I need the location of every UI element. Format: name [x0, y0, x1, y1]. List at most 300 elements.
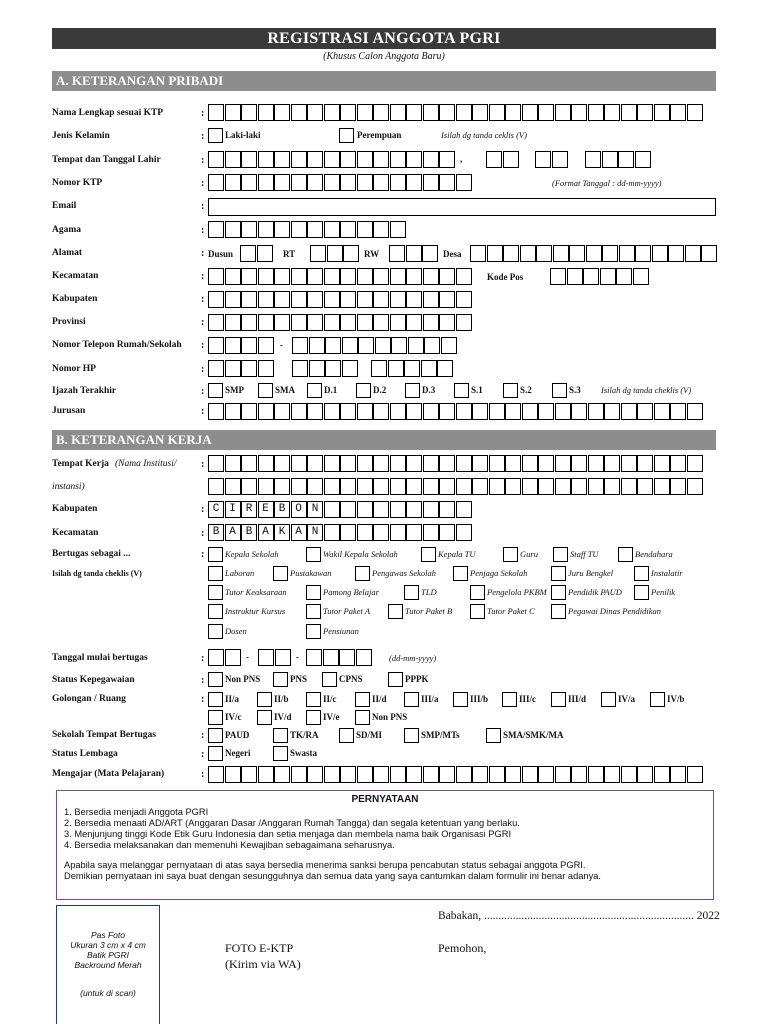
email-input[interactable] [208, 198, 716, 216]
tempat-kerja-boxes-1[interactable] [208, 455, 703, 472]
char-box[interactable] [439, 174, 455, 191]
golongan-checkbox[interactable] [601, 692, 616, 707]
char-box[interactable] [489, 104, 505, 121]
char-box[interactable] [472, 455, 488, 472]
char-box[interactable] [487, 245, 503, 262]
char-box[interactable] [208, 478, 224, 495]
char-box[interactable] [225, 360, 241, 377]
char-box[interactable] [423, 766, 439, 783]
char-box[interactable] [406, 455, 422, 472]
ijazah-checkbox[interactable] [552, 383, 567, 398]
char-box[interactable] [258, 360, 274, 377]
char-box[interactable] [241, 221, 257, 238]
char-box[interactable] [670, 403, 686, 420]
char-box[interactable] [687, 766, 703, 783]
char-box[interactable] [373, 151, 389, 168]
char-box[interactable] [489, 766, 505, 783]
char-box[interactable] [406, 291, 422, 308]
char-box[interactable] [637, 104, 653, 121]
role-checkbox[interactable] [404, 585, 419, 600]
char-box[interactable] [324, 766, 340, 783]
char-box[interactable] [441, 337, 457, 354]
char-box[interactable] [324, 314, 340, 331]
char-box[interactable] [208, 104, 224, 121]
gender-female-checkbox[interactable] [339, 128, 354, 143]
char-box[interactable] [654, 455, 670, 472]
role-checkbox[interactable] [470, 585, 485, 600]
gender-male-checkbox[interactable] [208, 128, 223, 143]
char-box[interactable] [324, 501, 340, 518]
ijazah-checkbox[interactable] [503, 383, 518, 398]
char-box[interactable] [588, 766, 604, 783]
char-box[interactable] [324, 455, 340, 472]
char-box[interactable] [208, 766, 224, 783]
char-box[interactable] [258, 291, 274, 308]
birth-day-boxes[interactable] [486, 151, 519, 168]
char-box[interactable] [571, 766, 587, 783]
char-box[interactable] [292, 337, 308, 354]
jurusan-boxes[interactable] [208, 403, 703, 420]
char-box[interactable] [292, 360, 308, 377]
char-box[interactable] [569, 245, 585, 262]
kodepos-boxes[interactable] [550, 268, 649, 285]
char-box[interactable] [552, 151, 568, 168]
char-box[interactable] [340, 455, 356, 472]
char-box[interactable] [342, 337, 358, 354]
rw-boxes[interactable] [389, 245, 439, 262]
sekolah-checkbox[interactable] [339, 728, 354, 743]
char-box[interactable] [390, 174, 406, 191]
char-box[interactable] [324, 151, 340, 168]
start-day-boxes[interactable] [208, 649, 241, 666]
char-box[interactable] [390, 151, 406, 168]
char-box[interactable] [406, 478, 422, 495]
char-box[interactable] [423, 291, 439, 308]
birth-month-boxes[interactable] [535, 151, 568, 168]
char-box[interactable] [307, 403, 323, 420]
char-box[interactable] [456, 403, 472, 420]
char-box[interactable] [357, 174, 373, 191]
char-box[interactable] [324, 403, 340, 420]
char-box[interactable] [390, 501, 406, 518]
char-box[interactable] [489, 403, 505, 420]
char-box[interactable] [225, 478, 241, 495]
char-box[interactable] [600, 268, 616, 285]
char-box[interactable] [423, 151, 439, 168]
char-box[interactable] [357, 221, 373, 238]
char-box[interactable] [538, 403, 554, 420]
char-box[interactable] [604, 403, 620, 420]
start-year-boxes[interactable] [306, 649, 372, 666]
char-box[interactable] [258, 268, 274, 285]
role-checkbox[interactable] [208, 566, 223, 581]
char-box[interactable] [258, 337, 274, 354]
char-box[interactable] [633, 268, 649, 285]
status-checkbox[interactable] [273, 672, 288, 687]
char-box[interactable]: I [225, 501, 241, 518]
char-box[interactable] [652, 245, 668, 262]
char-box[interactable] [208, 337, 224, 354]
role-checkbox[interactable] [388, 604, 403, 619]
sekolah-checkbox[interactable] [486, 728, 501, 743]
golongan-checkbox[interactable] [404, 692, 419, 707]
char-box[interactable] [343, 245, 359, 262]
char-box[interactable] [439, 478, 455, 495]
char-box[interactable] [424, 337, 440, 354]
char-box[interactable] [373, 221, 389, 238]
char-box[interactable] [357, 268, 373, 285]
char-box[interactable] [274, 403, 290, 420]
char-box[interactable] [390, 291, 406, 308]
char-box[interactable] [654, 403, 670, 420]
char-box[interactable] [373, 766, 389, 783]
char-box[interactable] [208, 268, 224, 285]
char-box[interactable] [340, 501, 356, 518]
char-box[interactable] [208, 221, 224, 238]
char-box[interactable] [637, 766, 653, 783]
char-box[interactable] [586, 245, 602, 262]
char-box[interactable] [538, 478, 554, 495]
char-box[interactable] [373, 524, 389, 541]
char-box[interactable] [208, 649, 224, 666]
char-box[interactable] [618, 151, 634, 168]
role-checkbox[interactable] [306, 604, 321, 619]
char-box[interactable] [456, 314, 472, 331]
ijazah-checkbox[interactable] [356, 383, 371, 398]
char-box[interactable] [291, 478, 307, 495]
golongan-checkbox[interactable] [355, 692, 370, 707]
role-checkbox[interactable] [453, 566, 468, 581]
hp-mid-boxes[interactable] [292, 360, 358, 377]
telp-number-boxes[interactable] [292, 337, 457, 354]
char-box[interactable] [588, 403, 604, 420]
char-box[interactable] [323, 649, 339, 666]
char-box[interactable] [291, 174, 307, 191]
char-box[interactable]: N [307, 501, 323, 518]
char-box[interactable] [588, 478, 604, 495]
char-box[interactable] [406, 268, 422, 285]
char-box[interactable] [258, 151, 274, 168]
status-checkbox[interactable] [322, 672, 337, 687]
char-box[interactable] [390, 524, 406, 541]
char-box[interactable] [389, 245, 405, 262]
char-box[interactable] [309, 337, 325, 354]
role-checkbox[interactable] [470, 604, 485, 619]
char-box[interactable] [340, 151, 356, 168]
char-box[interactable] [274, 221, 290, 238]
ijazah-checkbox[interactable] [405, 383, 420, 398]
char-box[interactable] [225, 455, 241, 472]
char-box[interactable]: B [208, 524, 224, 541]
ijazah-checkbox[interactable] [258, 383, 273, 398]
char-box[interactable] [555, 766, 571, 783]
lembaga-checkbox[interactable] [208, 746, 223, 761]
kecamatan-boxes[interactable] [208, 268, 472, 285]
char-box[interactable] [258, 766, 274, 783]
char-box[interactable] [324, 174, 340, 191]
char-box[interactable] [439, 524, 455, 541]
char-box[interactable] [208, 314, 224, 331]
golongan-checkbox[interactable] [257, 710, 272, 725]
char-box[interactable]: A [258, 524, 274, 541]
char-box[interactable] [406, 151, 422, 168]
char-box[interactable]: A [291, 524, 307, 541]
char-box[interactable] [324, 221, 340, 238]
char-box[interactable] [307, 478, 323, 495]
char-box[interactable] [291, 104, 307, 121]
char-box[interactable] [670, 478, 686, 495]
char-box[interactable] [505, 766, 521, 783]
char-box[interactable] [687, 403, 703, 420]
golongan-checkbox[interactable] [502, 692, 517, 707]
sekolah-checkbox[interactable] [404, 728, 419, 743]
char-box[interactable] [358, 337, 374, 354]
char-box[interactable] [635, 151, 651, 168]
char-box[interactable]: C [208, 501, 224, 518]
char-box[interactable] [291, 221, 307, 238]
rt-boxes[interactable] [310, 245, 360, 262]
char-box[interactable] [208, 151, 224, 168]
char-box[interactable] [373, 455, 389, 472]
char-box[interactable] [406, 501, 422, 518]
char-box[interactable] [604, 104, 620, 121]
char-box[interactable] [456, 501, 472, 518]
char-box[interactable] [621, 766, 637, 783]
char-box[interactable] [356, 649, 372, 666]
desa-boxes[interactable] [470, 245, 718, 262]
char-box[interactable] [583, 268, 599, 285]
char-box[interactable] [522, 403, 538, 420]
char-box[interactable] [604, 455, 620, 472]
char-box[interactable] [421, 360, 437, 377]
golongan-checkbox[interactable] [208, 710, 223, 725]
char-box[interactable] [357, 766, 373, 783]
char-box[interactable] [456, 104, 472, 121]
char-box[interactable] [456, 174, 472, 191]
char-box[interactable] [439, 501, 455, 518]
char-box[interactable] [291, 455, 307, 472]
char-box[interactable] [637, 455, 653, 472]
char-box[interactable] [225, 403, 241, 420]
char-box[interactable] [472, 766, 488, 783]
char-box[interactable] [439, 268, 455, 285]
char-box[interactable] [307, 314, 323, 331]
status-checkbox[interactable] [208, 672, 223, 687]
char-box[interactable] [241, 268, 257, 285]
char-box[interactable] [258, 478, 274, 495]
char-box[interactable]: O [291, 501, 307, 518]
char-box[interactable] [588, 455, 604, 472]
role-checkbox[interactable] [503, 547, 518, 562]
char-box[interactable] [373, 104, 389, 121]
char-box[interactable] [274, 455, 290, 472]
char-box[interactable] [390, 403, 406, 420]
char-box[interactable] [225, 337, 241, 354]
char-box[interactable] [406, 104, 422, 121]
char-box[interactable] [310, 245, 326, 262]
char-box[interactable] [357, 478, 373, 495]
char-box[interactable] [486, 151, 502, 168]
char-box[interactable] [555, 478, 571, 495]
char-box[interactable] [225, 649, 241, 666]
char-box[interactable] [357, 314, 373, 331]
start-month-boxes[interactable] [258, 649, 291, 666]
char-box[interactable] [404, 360, 420, 377]
char-box[interactable] [456, 524, 472, 541]
char-box[interactable]: B [274, 501, 290, 518]
char-box[interactable] [619, 245, 635, 262]
char-box[interactable] [456, 291, 472, 308]
char-box[interactable] [670, 104, 686, 121]
char-box[interactable] [423, 174, 439, 191]
char-box[interactable] [616, 268, 632, 285]
role-checkbox[interactable] [208, 547, 223, 562]
sekolah-checkbox[interactable] [273, 728, 288, 743]
char-box[interactable] [538, 766, 554, 783]
char-box[interactable] [225, 314, 241, 331]
char-box[interactable] [325, 360, 341, 377]
char-box[interactable] [503, 245, 519, 262]
char-box[interactable] [687, 104, 703, 121]
char-box[interactable] [241, 151, 257, 168]
char-box[interactable] [505, 403, 521, 420]
char-box[interactable] [241, 314, 257, 331]
char-box[interactable] [241, 478, 257, 495]
char-box[interactable] [274, 151, 290, 168]
char-box[interactable] [307, 268, 323, 285]
char-box[interactable] [258, 649, 274, 666]
char-box[interactable] [571, 403, 587, 420]
char-box[interactable] [225, 268, 241, 285]
char-box[interactable] [522, 455, 538, 472]
golongan-checkbox[interactable] [257, 692, 272, 707]
char-box[interactable] [522, 766, 538, 783]
status-checkbox[interactable] [388, 672, 403, 687]
char-box[interactable] [274, 478, 290, 495]
role-checkbox[interactable] [634, 585, 649, 600]
char-box[interactable] [307, 221, 323, 238]
char-box[interactable] [240, 245, 256, 262]
char-box[interactable] [456, 478, 472, 495]
kerja-kecamatan-boxes[interactable] [208, 524, 472, 541]
char-box[interactable] [357, 151, 373, 168]
char-box[interactable] [390, 268, 406, 285]
char-box[interactable] [503, 151, 519, 168]
char-box[interactable] [307, 151, 323, 168]
char-box[interactable] [472, 403, 488, 420]
char-box[interactable] [225, 221, 241, 238]
char-box[interactable] [621, 478, 637, 495]
char-box[interactable] [423, 403, 439, 420]
char-box[interactable] [489, 478, 505, 495]
char-box[interactable] [522, 478, 538, 495]
char-box[interactable] [241, 337, 257, 354]
char-box[interactable] [388, 360, 404, 377]
telp-area-boxes[interactable] [208, 337, 274, 354]
char-box[interactable] [241, 104, 257, 121]
char-box[interactable] [357, 403, 373, 420]
role-checkbox[interactable] [421, 547, 436, 562]
char-box[interactable] [685, 245, 701, 262]
char-box[interactable] [701, 245, 717, 262]
role-checkbox[interactable] [355, 566, 370, 581]
char-box[interactable] [241, 403, 257, 420]
char-box[interactable] [555, 403, 571, 420]
char-box[interactable] [621, 455, 637, 472]
char-box[interactable] [406, 245, 422, 262]
char-box[interactable] [327, 245, 343, 262]
char-box[interactable] [340, 268, 356, 285]
char-box[interactable] [408, 337, 424, 354]
char-box[interactable] [309, 360, 325, 377]
char-box[interactable] [291, 403, 307, 420]
char-box[interactable] [555, 455, 571, 472]
char-box[interactable] [439, 455, 455, 472]
char-box[interactable] [342, 360, 358, 377]
char-box[interactable] [340, 478, 356, 495]
tempat-kerja-boxes-2[interactable] [208, 478, 703, 495]
char-box[interactable] [241, 360, 257, 377]
char-box[interactable] [340, 104, 356, 121]
char-box[interactable] [422, 245, 438, 262]
char-box[interactable] [241, 174, 257, 191]
char-box[interactable] [241, 766, 257, 783]
char-box[interactable] [423, 104, 439, 121]
hp-prefix-boxes[interactable] [208, 360, 274, 377]
hp-end-boxes[interactable] [371, 360, 454, 377]
char-box[interactable] [291, 291, 307, 308]
char-box[interactable] [635, 245, 651, 262]
char-box[interactable] [439, 766, 455, 783]
char-box[interactable] [307, 104, 323, 121]
golongan-checkbox[interactable] [453, 692, 468, 707]
kabupaten-boxes[interactable] [208, 291, 472, 308]
char-box[interactable] [621, 104, 637, 121]
role-checkbox[interactable] [306, 585, 321, 600]
ktp-boxes[interactable] [208, 174, 472, 191]
char-box[interactable] [357, 501, 373, 518]
char-box[interactable] [225, 291, 241, 308]
char-box[interactable] [274, 174, 290, 191]
ijazah-checkbox[interactable] [208, 383, 223, 398]
char-box[interactable] [439, 314, 455, 331]
char-box[interactable] [390, 104, 406, 121]
char-box[interactable] [390, 478, 406, 495]
role-checkbox[interactable] [208, 585, 223, 600]
char-box[interactable] [258, 104, 274, 121]
char-box[interactable] [340, 403, 356, 420]
char-box[interactable] [439, 291, 455, 308]
char-box[interactable] [324, 104, 340, 121]
char-box[interactable] [390, 314, 406, 331]
char-box[interactable] [439, 403, 455, 420]
char-box[interactable] [373, 478, 389, 495]
char-box[interactable] [373, 314, 389, 331]
agama-boxes[interactable] [208, 221, 406, 238]
photo-box[interactable] [56, 905, 160, 1024]
char-box[interactable] [258, 455, 274, 472]
char-box[interactable] [357, 104, 373, 121]
provinsi-boxes[interactable] [208, 314, 472, 331]
char-box[interactable] [225, 151, 241, 168]
char-box[interactable] [423, 524, 439, 541]
char-box[interactable] [602, 151, 618, 168]
char-box[interactable] [505, 478, 521, 495]
char-box[interactable] [225, 104, 241, 121]
char-box[interactable]: K [274, 524, 290, 541]
char-box[interactable] [340, 314, 356, 331]
char-box[interactable] [258, 174, 274, 191]
